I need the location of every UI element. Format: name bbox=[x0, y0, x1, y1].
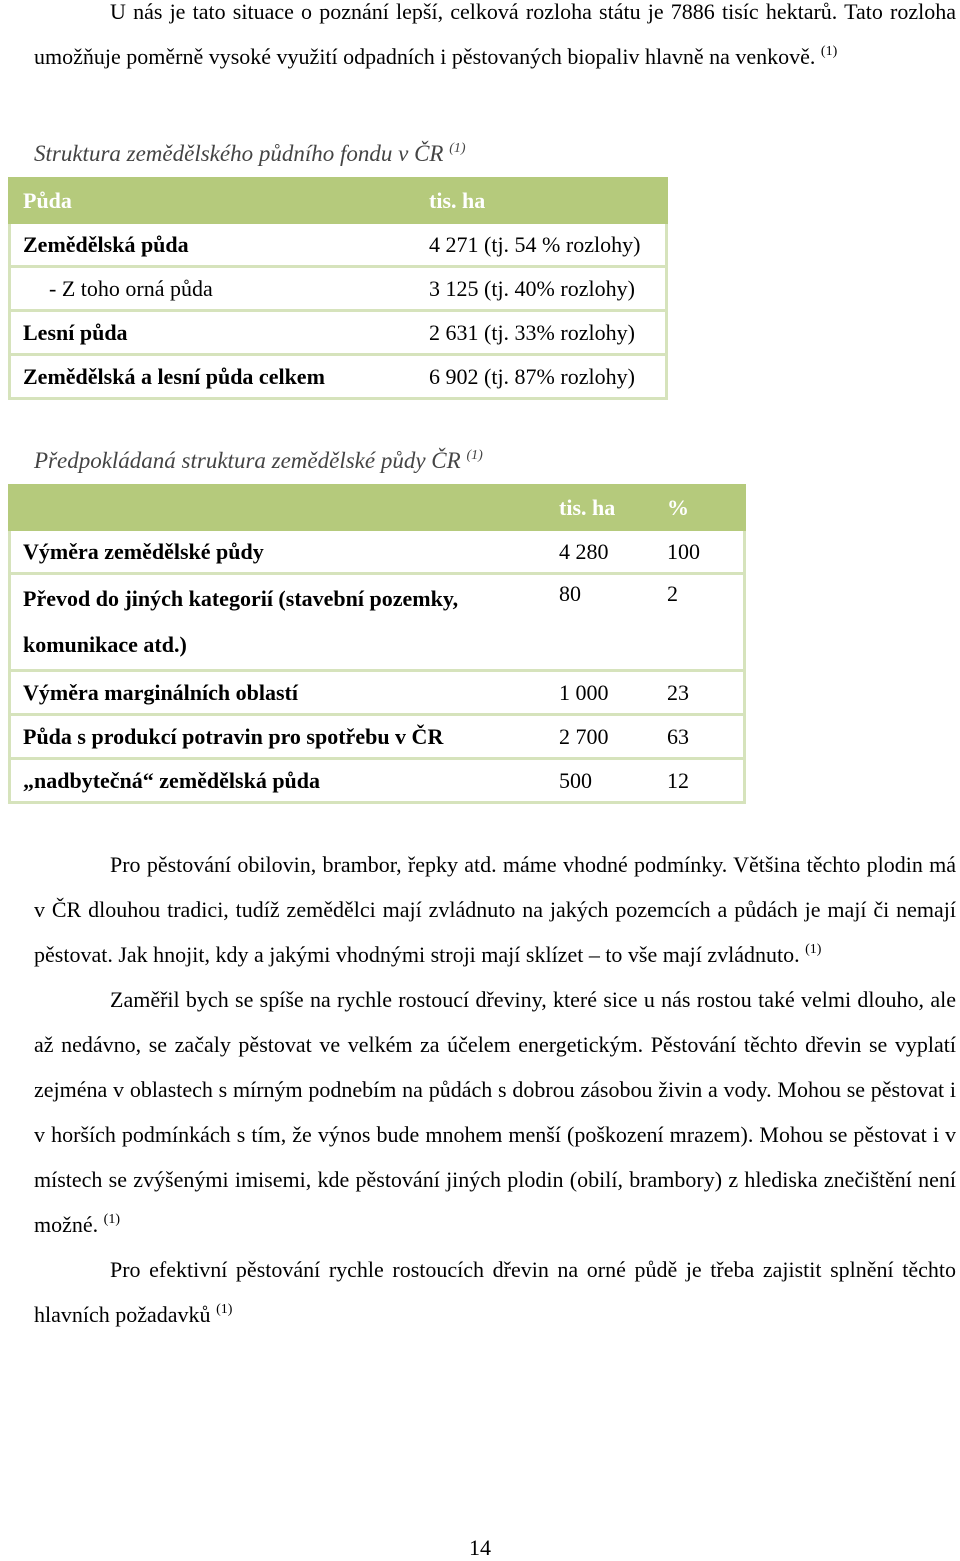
header-cell: tis. ha bbox=[417, 179, 667, 223]
row-label: Výměra zemědělské půdy bbox=[10, 530, 548, 574]
paragraph bbox=[34, 977, 956, 1247]
table2-caption-ref: (1) bbox=[466, 448, 483, 463]
table-row bbox=[10, 715, 745, 759]
table1-caption bbox=[34, 131, 956, 177]
table-row bbox=[10, 671, 745, 715]
table-row bbox=[10, 759, 745, 803]
paragraph-ref: (1) bbox=[103, 1212, 120, 1227]
row-label: Převod do jiných kategorií (stavební pozemky, komunikace atd.) bbox=[10, 574, 548, 671]
table-header-row bbox=[10, 179, 667, 223]
row-ha: 1 000 bbox=[547, 671, 655, 715]
row-value: 3 125 (tj. 40% rozlohy) bbox=[417, 267, 667, 311]
page-number: 14 bbox=[469, 1535, 491, 1560]
paragraph-text: Pro pěstování obilovin, brambor, řepky atd. máme vhodné podmínky. Většina těchto plodin má v ČR dlouhou tradici, tudíž zemědělci mají zvládnuto na jakých pozemcích a půdách je mají či nemají pěstovat. Jak hnojit, kdy a jakými vhodnými stroji mají sklízet – to vše mají zvládnuto. bbox=[34, 852, 956, 967]
table-row bbox=[10, 267, 667, 311]
header-cell: tis. ha bbox=[547, 486, 655, 530]
row-label: Zemědělská a lesní půda celkem bbox=[10, 355, 418, 399]
paragraph-ref: (1) bbox=[805, 942, 822, 957]
row-value: 4 271 (tj. 54 % rozlohy) bbox=[417, 223, 667, 267]
paragraph bbox=[34, 1247, 956, 1337]
table2-caption bbox=[34, 438, 956, 484]
row-pct: 12 bbox=[655, 759, 745, 803]
row-label: Zemědělská půda bbox=[10, 223, 418, 267]
table-header-row bbox=[10, 486, 745, 530]
paragraph-text: Zaměřil bych se spíše na rychle rostoucí dřeviny, které sice u nás rostou také velmi dlouho, ale až nedávno, se začaly pěstovat ve velkém za účelem energetickým. Pěstování těchto dřevin se vyplatí zejména v oblastech s mírným podnebím na půdách s dobrou zásobou živin a vody. Mohou se pěstovat i v horších podmínkách s tím, že výnos bude mnohem menší (poškození mrazem). Mohou se pěstovat i v místech se zvýšenými imisemi, kde pěstování jiných plodin (obilí, brambory) z hlediska znečištění není možné. bbox=[34, 987, 956, 1237]
row-value: 6 902 (tj. 87% rozlohy) bbox=[417, 355, 667, 399]
row-label: - Z toho orná půda bbox=[10, 267, 418, 311]
row-pct: 23 bbox=[655, 671, 745, 715]
table-row bbox=[10, 311, 667, 355]
header-cell: Půda bbox=[10, 179, 418, 223]
row-label: Výměra marginálních oblastí bbox=[10, 671, 548, 715]
row-label: „nadbytečná“ zemědělská půda bbox=[10, 759, 548, 803]
row-pct: 63 bbox=[655, 715, 745, 759]
intro-paragraph bbox=[34, 0, 956, 79]
table-row bbox=[10, 223, 667, 267]
row-pct: 2 bbox=[655, 574, 745, 671]
header-cell bbox=[10, 486, 548, 530]
paragraph-text: Pro efektivní pěstování rychle rostoucích dřevin na orné půdě je třeba zajistit splnění těchto hlavních požadavků bbox=[34, 1257, 956, 1327]
row-label: Lesní půda bbox=[10, 311, 418, 355]
table1-caption-text: Struktura zemědělského půdního fondu v ČR bbox=[34, 141, 444, 166]
header-cell: % bbox=[655, 486, 745, 530]
row-value: 2 631 (tj. 33% rozlohy) bbox=[417, 311, 667, 355]
table-row bbox=[10, 574, 745, 671]
row-label: Půda s produkcí potravin pro spotřebu v ČR bbox=[10, 715, 548, 759]
paragraph bbox=[34, 842, 956, 977]
intro-text: U nás je tato situace o poznání lepší, celková rozloha státu je 7886 tisíc hektarů. Tato rozloha umožňuje poměrně vysoké využití odpadních i pěstovaných biopaliv hlavně na venkově. bbox=[34, 0, 956, 69]
projected-soil-table bbox=[8, 484, 746, 804]
table1-caption-ref: (1) bbox=[449, 141, 466, 156]
table-row bbox=[10, 530, 745, 574]
page bbox=[23, 0, 956, 1337]
row-ha: 2 700 bbox=[547, 715, 655, 759]
row-ha: 80 bbox=[547, 574, 655, 671]
table-row bbox=[10, 355, 667, 399]
paragraph-ref: (1) bbox=[216, 1302, 233, 1317]
soil-fund-table bbox=[8, 177, 668, 400]
row-ha: 4 280 bbox=[547, 530, 655, 574]
row-pct: 100 bbox=[655, 530, 745, 574]
row-ha: 500 bbox=[547, 759, 655, 803]
table2-caption-text: Předpokládaná struktura zemědělské půdy ČR bbox=[34, 448, 461, 473]
intro-ref: (1) bbox=[820, 44, 838, 59]
